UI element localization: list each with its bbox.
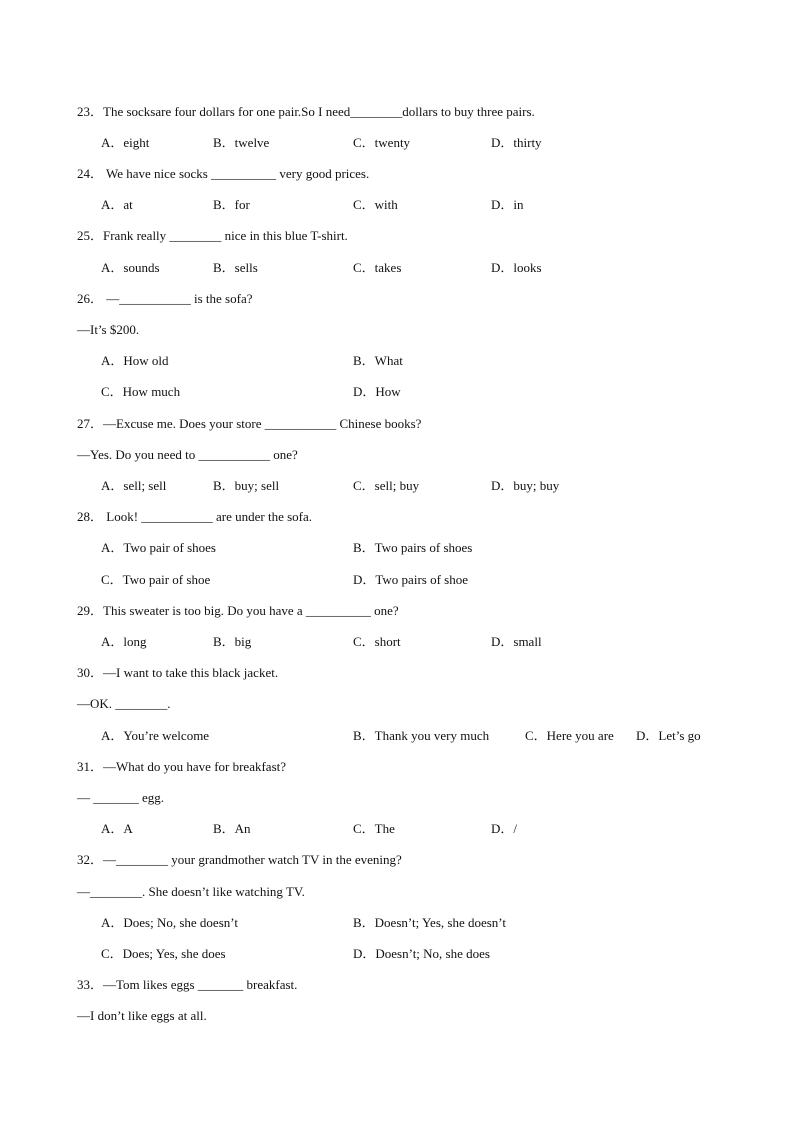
question-30-option-b[interactable]: B．Thank you very much — [353, 728, 490, 743]
question-29-option-d[interactable]: D．small — [491, 634, 542, 649]
question-32-reply: —________. She doesn’t like watching TV. — [77, 884, 305, 899]
question-30-option-c[interactable]: C．Here you are — [525, 728, 614, 743]
question-29-option-a[interactable]: A．long — [101, 634, 147, 649]
question-23-option-c[interactable]: C．twenty — [353, 135, 411, 150]
question-31-option-a[interactable]: A．A — [101, 821, 133, 836]
question-26-option-d[interactable]: D．How — [353, 384, 401, 399]
question-26-option-c[interactable]: C．How much — [101, 384, 181, 399]
question-26-option-b[interactable]: B．What — [353, 353, 403, 368]
question-31-option-c[interactable]: C．The — [353, 821, 395, 836]
question-28-stem: 28． Look! ___________ are under the sofa. — [77, 509, 313, 524]
question-32-option-b[interactable]: B．Doesn’t; Yes, she doesn’t — [353, 915, 507, 930]
question-32-option-d[interactable]: D．Doesn’t; No, she does — [353, 946, 490, 961]
question-28-option-b[interactable]: B．Two pairs of shoes — [353, 540, 473, 555]
question-32-stem: 32．—________ your grandmother watch TV in the evening? — [77, 852, 402, 867]
question-26-option-a[interactable]: A．How old — [101, 353, 169, 368]
question-23-option-a[interactable]: A．eight — [101, 135, 150, 150]
question-30-reply: —OK. ________. — [77, 696, 171, 711]
question-27-option-d[interactable]: D．buy; buy — [491, 478, 560, 493]
question-27-option-c[interactable]: C．sell; buy — [353, 478, 420, 493]
question-31-option-b[interactable]: B．An — [213, 821, 251, 836]
question-30-option-a[interactable]: A．You’re welcome — [101, 728, 210, 743]
question-24-option-c[interactable]: C．with — [353, 197, 398, 212]
question-25-option-b[interactable]: B．sells — [213, 260, 258, 275]
question-23-stem: 23．The socksare four dollars for one pair.So I need________dollars to buy three pairs. — [77, 104, 535, 119]
question-27-option-a[interactable]: A．sell; sell — [101, 478, 167, 493]
question-31-reply: — _______ egg. — [77, 790, 165, 805]
question-27-option-b[interactable]: B．buy; sell — [213, 478, 280, 493]
question-27-stem: 27．—Excuse me. Does your store ___________ Chinese books? — [77, 416, 422, 431]
question-25-option-c[interactable]: C．takes — [353, 260, 402, 275]
question-24-option-b[interactable]: B．for — [213, 197, 250, 212]
question-29-option-c[interactable]: C．short — [353, 634, 401, 649]
question-32-option-a[interactable]: A．Does; No, she doesn’t — [101, 915, 238, 930]
question-31-option-d[interactable]: D．/ — [491, 821, 518, 836]
question-27-reply: —Yes. Do you need to ___________ one? — [77, 447, 298, 462]
question-29-stem: 29．This sweater is too big. Do you have a __________ one? — [77, 603, 399, 618]
question-28-option-c[interactable]: C．Two pair of shoe — [101, 572, 211, 587]
question-30-option-d[interactable]: D．Let’s go — [636, 728, 701, 743]
question-24-stem: 24． We have nice socks __________ very good prices. — [77, 166, 370, 181]
question-30-stem: 30．—I want to take this black jacket. — [77, 665, 279, 680]
question-23-option-b[interactable]: B．twelve — [213, 135, 270, 150]
question-31-stem: 31．—What do you have for breakfast? — [77, 759, 287, 774]
question-24-option-d[interactable]: D．in — [491, 197, 524, 212]
question-23-option-d[interactable]: D．thirty — [491, 135, 542, 150]
question-26-stem: 26． —___________ is the sofa? — [77, 291, 253, 306]
question-33-stem: 33．—Tom likes eggs _______ breakfast. — [77, 977, 298, 992]
question-33-reply: —I don’t like eggs at all. — [77, 1008, 207, 1023]
question-25-option-a[interactable]: A．sounds — [101, 260, 160, 275]
question-29-option-b[interactable]: B．big — [213, 634, 252, 649]
question-26-reply: —It’s $200. — [77, 322, 140, 337]
question-24-option-a[interactable]: A．at — [101, 197, 133, 212]
question-25-stem: 25．Frank really ________ nice in this blue T-shirt. — [77, 228, 348, 243]
question-28-option-a[interactable]: A．Two pair of shoes — [101, 540, 216, 555]
question-32-option-c[interactable]: C．Does; Yes, she does — [101, 946, 226, 961]
question-28-option-d[interactable]: D．Two pairs of shoe — [353, 572, 468, 587]
question-25-option-d[interactable]: D．looks — [491, 260, 542, 275]
